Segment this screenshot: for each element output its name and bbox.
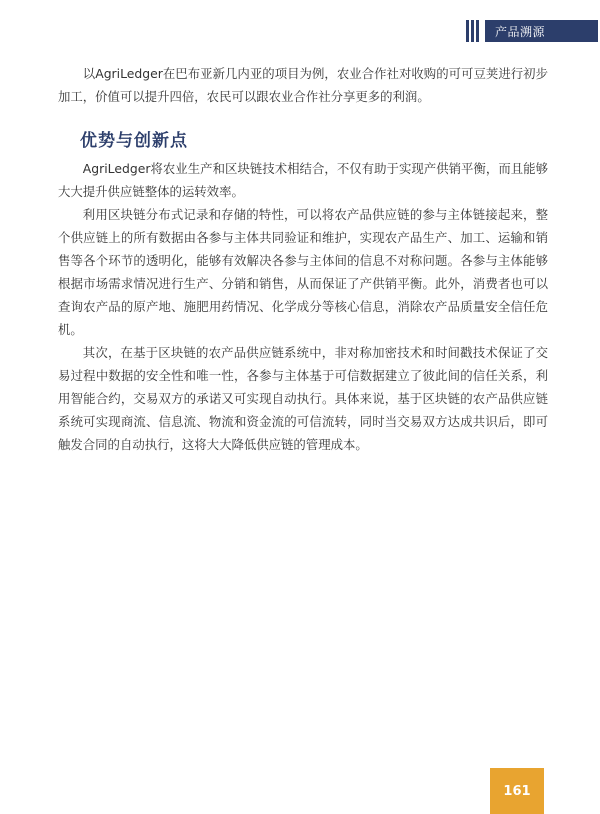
section-title: 优势与创新点 xyxy=(80,131,188,151)
header-stripe xyxy=(476,20,479,42)
section-label: 产品溯源 xyxy=(485,20,598,42)
section-header-tab xyxy=(466,20,600,42)
body-paragraph: 其次，在基于区块链的农产品供应链系统中，非对称加密技术和时间戳技术保证了交易过程中数据的安全性和唯一性，各参与主体基于可信数据建立了彼此间的信任关系，利用智能合约，交易双方的承诺又可实现自动执行。具体来说，基于区块链的农产品供应链系统可实现商流、信息流、物流和资金流的可信流转，同时当交易双方达成共识后，即可触发合同的自动执行，这将大大降低供应链的管理成本。 xyxy=(58,345,548,452)
header-stripes-decoration xyxy=(466,20,481,42)
header-stripe xyxy=(471,20,474,42)
page-number: 161 xyxy=(490,768,544,814)
body-paragraph: 利用区块链分布式记录和存储的特性，可以将农产品供应链的参与主体链接起来，整个供应链上的所有数据由各参与主体共同验证和维护，实现农产品生产、加工、运输和销售等各个环节的透明化，能够有效解决各参与主体间的信息不对称问题。各参与主体能够根据市场需求情况进行生产、分销和销售，从而保证了产供销平衡。此外，消费者也可以查询农产品的原产地、施肥用药情况、化学成分等核心信息，消除农产品质量安全信任危机。 xyxy=(58,207,548,337)
intro-paragraph: 以AgriLedger在巴布亚新几内亚的项目为例，农业合作社对收购的可可豆荚进行初步加工，价值可以提升四倍，农民可以跟农业合作社分享更多的利润。 xyxy=(58,66,548,104)
header-stripe xyxy=(466,20,469,42)
page-content xyxy=(58,62,548,456)
body-paragraph: AgriLedger将农业生产和区块链技术相结合，不仅有助于实现产供销平衡，而且能够大大提升供应链整体的运转效率。 xyxy=(58,161,548,199)
